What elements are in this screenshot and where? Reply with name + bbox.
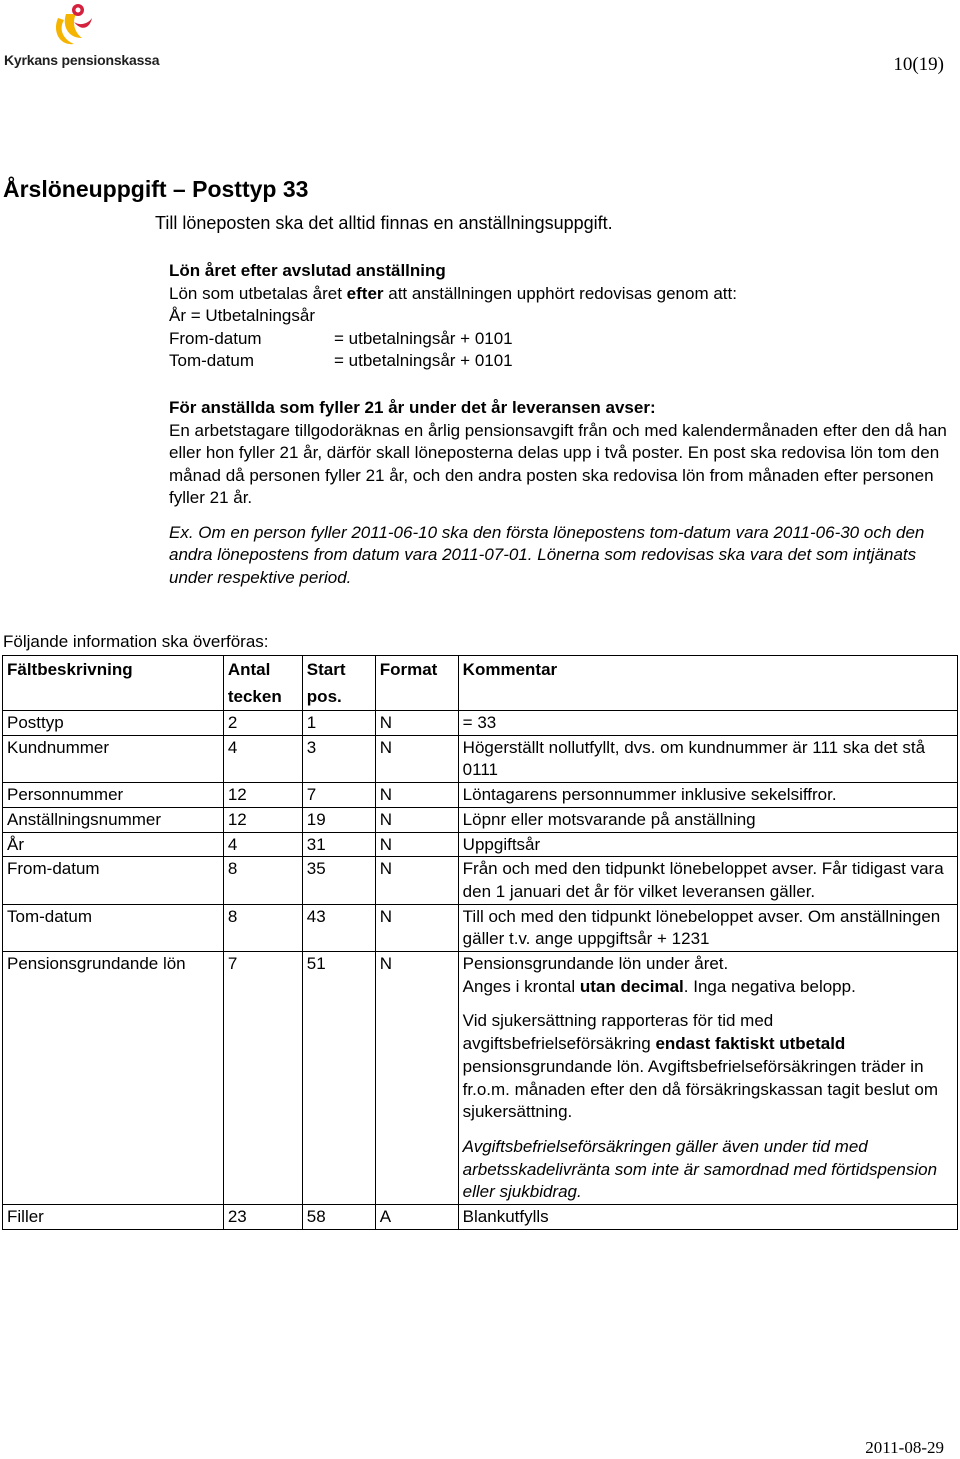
age-21-body: En arbetstagare tillgodoräknas en årlig pensionsavgift från och med kalendermånaden efter den då han eller hon fyller 21 år, därför skall löneposterna delas upp i två poster. En post ska redovisa lön tom den månad då personen fyller 21 år, och den andra posten ska redovisa lön from månaden efter personen fyller 21 år. [169, 420, 947, 507]
header-format: Format [375, 656, 458, 711]
cell-format: N [375, 857, 458, 904]
cell-length: 4 [223, 832, 302, 857]
cell-field: Filler [3, 1205, 224, 1230]
cell-length: 8 [223, 857, 302, 904]
cell-field: Posttyp [3, 711, 224, 736]
cell-length: 4 [223, 735, 302, 782]
tom-date-value: = utbetalningsår + 0101 [334, 351, 513, 370]
cell-comment [458, 952, 957, 1205]
cell-comment: Blankutfylls [458, 1205, 957, 1230]
page-title: Årslöneuppgift – Posttyp 33 [3, 176, 309, 202]
comment-pgl-line1: Pensionsgrundande lön under året. [462, 954, 729, 974]
age-21-section [169, 397, 949, 589]
header-comment: Kommentar [458, 656, 957, 711]
table-row [3, 807, 958, 832]
after-employment-lead: Lön som utbetalas året efter att anställningen upphört redovisas genom att: [169, 283, 737, 303]
table-row [3, 857, 958, 904]
cell-comment: = 33 [458, 711, 957, 736]
cell-comment: Löpnr eller motsvarande på anställning [458, 807, 957, 832]
cell-start: 51 [302, 952, 375, 1205]
table-row [3, 952, 958, 1205]
table-row [3, 735, 958, 782]
tom-date-definition [169, 350, 949, 373]
cell-start: 7 [302, 783, 375, 808]
after-employment-section [169, 260, 949, 373]
cell-comment: Till och med den tidpunkt lönebeloppet avser. Om anställningen gäller t.v. ange uppgiftsår + 1231 [458, 904, 957, 951]
cell-field: Personnummer [3, 783, 224, 808]
field-table [2, 655, 958, 1230]
cell-length: 2 [223, 711, 302, 736]
cell-field: Pensionsgrundande lön [3, 952, 224, 1205]
cell-start: 19 [302, 807, 375, 832]
cell-start: 35 [302, 857, 375, 904]
table-row [3, 904, 958, 951]
cell-start: 31 [302, 832, 375, 857]
after-employment-heading: Lön året efter avslutad anställning [169, 261, 446, 280]
cell-field: Tom-datum [3, 904, 224, 951]
age-21-heading: För anställda som fyller 21 år under det år leveransen avser: [169, 398, 656, 417]
cell-format: N [375, 807, 458, 832]
header-length: Antal tecken [223, 656, 302, 711]
cell-format: N [375, 952, 458, 1205]
cell-field: År [3, 832, 224, 857]
year-line: År = Utbetalningsår [169, 306, 315, 325]
table-row [3, 832, 958, 857]
org-name: Kyrkans pensionskassa [4, 52, 160, 68]
table-header-row [3, 656, 958, 711]
header-start: Start pos. [302, 656, 375, 711]
cell-format: A [375, 1205, 458, 1230]
cell-length: 8 [223, 904, 302, 951]
comment-pgl-line2: Anges i krontal utan decimal. Inga negativa belopp. [462, 976, 856, 996]
cell-start: 43 [302, 904, 375, 951]
footer-date: 2011-08-29 [865, 1438, 944, 1457]
from-date-label: From-datum [169, 328, 262, 348]
cell-field: From-datum [3, 857, 224, 904]
cell-length: 12 [223, 783, 302, 808]
from-date-definition [169, 328, 949, 351]
cell-comment: Från och med den tidpunkt lönebeloppet avser. Får tidigast vara den 1 januari det år för vilket leveransen gäller. [458, 857, 957, 904]
org-logo [0, 0, 175, 72]
cell-start: 3 [302, 735, 375, 782]
tom-date-label: Tom-datum [169, 351, 255, 370]
cell-comment: Löntagarens personnummer inklusive sekelsiffror. [458, 783, 957, 808]
comment-pgl-sickness: Vid sjukersättning rapporteras för tid med avgiftsbefrielseförsäkring endast faktiskt utbetald pensionsgrundande lön. Avgiftsbefrielseförsäkringen träder in fr.o.m. månaden efter den då försäkringskassan tagit beslut om sjukersättning. [462, 1011, 938, 1122]
from-date-value: = utbetalningsår + 0101 [334, 328, 513, 348]
cell-length: 23 [223, 1205, 302, 1230]
cell-start: 1 [302, 711, 375, 736]
cell-length: 12 [223, 807, 302, 832]
cell-format: N [375, 711, 458, 736]
cell-start: 58 [302, 1205, 375, 1230]
table-row [3, 711, 958, 736]
intro-text: Till löneposten ska det alltid finnas en anställningsuppgift. [155, 213, 613, 233]
header-field: Fältbeskrivning [3, 656, 224, 711]
cell-comment: Högerställt nollutfyllt, dvs. om kundnummer är 111 ska det stå 0111 [458, 735, 957, 782]
cell-format: N [375, 832, 458, 857]
org-logo-icon [50, 2, 110, 50]
cell-comment: Uppgiftsår [458, 832, 957, 857]
table-row [3, 1205, 958, 1230]
comment-pgl-note: Avgiftsbefrielseförsäkringen gäller även under tid med arbetsskadelivränta som inte är samordnad med förtidspension eller sjukbidrag. [462, 1136, 938, 1202]
table-row [3, 783, 958, 808]
table-lead: Följande information ska överföras: [3, 632, 269, 651]
age-21-example: Ex. Om en person fyller 2011-06-10 ska den första lönepostens tom-datum vara 2011-06-30 och den andra lönepostens from datum vara 2011-07-01. Lönerna som redovisas ska vara det som intjänats under respektive period. [169, 522, 925, 587]
cell-format: N [375, 904, 458, 951]
cell-length: 7 [223, 952, 302, 1205]
cell-field: Kundnummer [3, 735, 224, 782]
cell-field: Anställningsnummer [3, 807, 224, 832]
cell-format: N [375, 735, 458, 782]
cell-format: N [375, 783, 458, 808]
page-number: 10(19) [893, 54, 944, 75]
